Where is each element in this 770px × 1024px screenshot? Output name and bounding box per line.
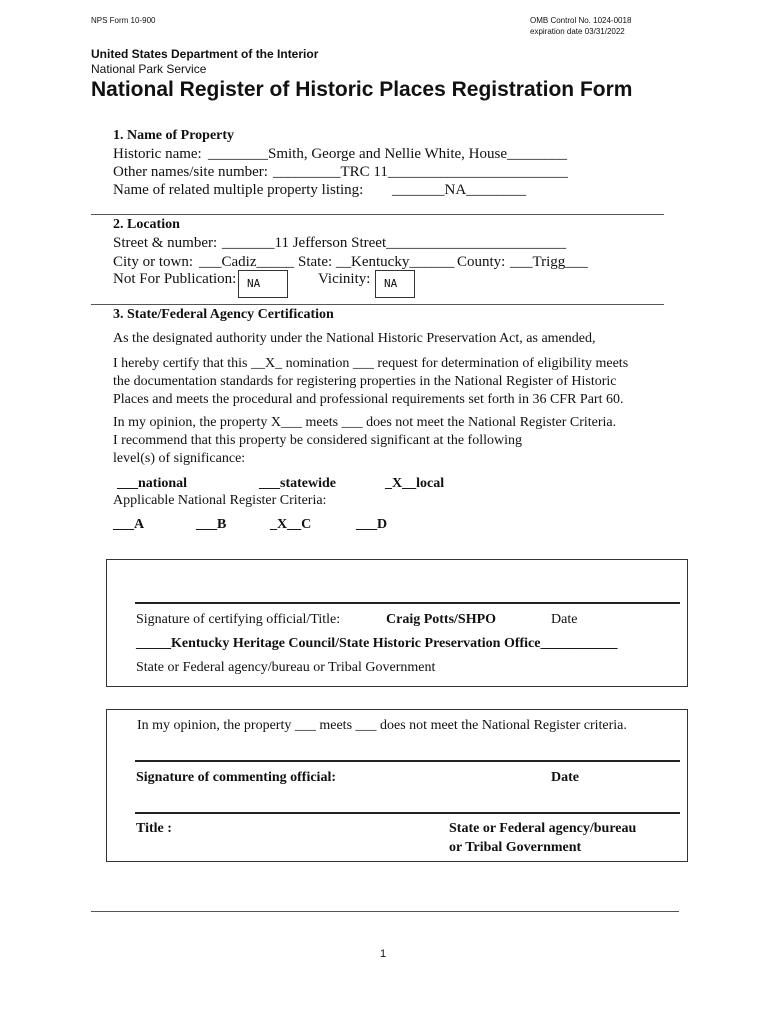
city-value[interactable]: ___Cadiz_____ [199, 254, 294, 270]
certifying-agency-label: State or Federal agency/bureau or Tribal Government [136, 660, 436, 675]
certifying-signer: Craig Potts/SHPO [386, 612, 497, 627]
level-local[interactable]: _X__local [385, 476, 445, 491]
other-names-label: Other names/site number: [113, 164, 268, 180]
city-label: City or town: [113, 254, 194, 270]
commenting-agency-line-2: or Tribal Government [449, 840, 582, 855]
authority-text: As the designated authority under the National Historic Preservation Act, as amended, [113, 331, 596, 346]
commenting-date-label: Date [551, 770, 579, 785]
county-label: County: [457, 254, 506, 270]
other-names-value[interactable]: _________TRC 11________________________ [273, 164, 568, 180]
opinion-line-1: In my opinion, the property X___ meets ___ does not meet the National Register Criteria. [113, 415, 617, 430]
section-1-heading: 1. Name of Property [113, 128, 235, 143]
level-national[interactable]: ___national [117, 476, 188, 491]
criteria-label: Applicable National Register Criteria: [113, 493, 327, 508]
form-id: NPS Form 10-900 [91, 16, 156, 25]
opinion-line-2: I recommend that this property be considered significant at the following [113, 433, 522, 448]
publication-field[interactable]: NA [238, 270, 288, 298]
publication-label: Not For Publication: [113, 271, 237, 287]
service-name: National Park Service [91, 62, 207, 76]
divider [91, 304, 664, 305]
certifying-signature-label: Signature of certifying official/Title: [136, 612, 341, 627]
opinion-line-3: level(s) of significance: [113, 451, 246, 466]
criteria-a[interactable]: ___A [113, 517, 145, 532]
certify-line-2: the documentation standards for registering properties in the National Register of Historic [113, 374, 617, 389]
section-2-heading: 2. Location [113, 217, 180, 232]
certify-line-3: Places and meets the procedural and professional requirements set forth in 36 CFR Part 60. [113, 392, 624, 407]
expiration-date: expiration date 03/31/2022 [530, 27, 625, 36]
commenting-title-label: Title : [136, 821, 172, 836]
criteria-c[interactable]: _X__C [270, 517, 312, 532]
street-label: Street & number: [113, 235, 218, 251]
page-title: National Register of Historic Places Registration Form [91, 78, 633, 101]
historic-name-label: Historic name: [113, 146, 202, 162]
commenting-agency-line-1: State or Federal agency/bureau [449, 821, 637, 836]
historic-name-value[interactable]: ________Smith, George and Nellie White, House________ [208, 146, 567, 162]
criteria-d[interactable]: ___D [356, 517, 388, 532]
certify-line-1: I hereby certify that this __X_ nomination ___ request for determination of eligibility meets [113, 356, 629, 371]
certifying-agency-value[interactable]: _____Kentucky Heritage Council/State Historic Preservation Office___________ [136, 636, 618, 651]
commenting-signature-label: Signature of commenting official: [136, 770, 336, 785]
vicinity-field[interactable]: NA [375, 270, 415, 298]
multiple-listing-label: Name of related multiple property listing: [113, 182, 364, 198]
street-value[interactable]: _______11 Jefferson Street________________________ [222, 235, 567, 251]
page-number: 1 [380, 948, 387, 960]
level-statewide[interactable]: ___statewide [259, 476, 336, 491]
section-3-heading: 3. State/Federal Agency Certification [113, 307, 334, 322]
state-value[interactable]: __Kentucky______ [336, 254, 455, 270]
footer-divider [91, 911, 679, 912]
multiple-listing-value[interactable]: _______NA________ [392, 182, 527, 198]
certifying-date-label: Date [551, 612, 578, 627]
commenting-opinion: In my opinion, the property ___ meets ___ does not meet the National Register criteria. [137, 718, 627, 733]
signature-line[interactable] [135, 760, 680, 762]
vicinity-label: Vicinity: [318, 271, 371, 287]
criteria-b[interactable]: ___B [196, 517, 227, 532]
signature-line[interactable] [135, 602, 680, 604]
omb-number: OMB Control No. 1024-0018 [530, 16, 632, 25]
state-label: State: [298, 254, 333, 270]
divider [91, 214, 664, 215]
title-line[interactable] [135, 812, 680, 814]
county-value[interactable]: ___Trigg___ [510, 254, 588, 270]
department-name: United States Department of the Interior [91, 47, 319, 61]
